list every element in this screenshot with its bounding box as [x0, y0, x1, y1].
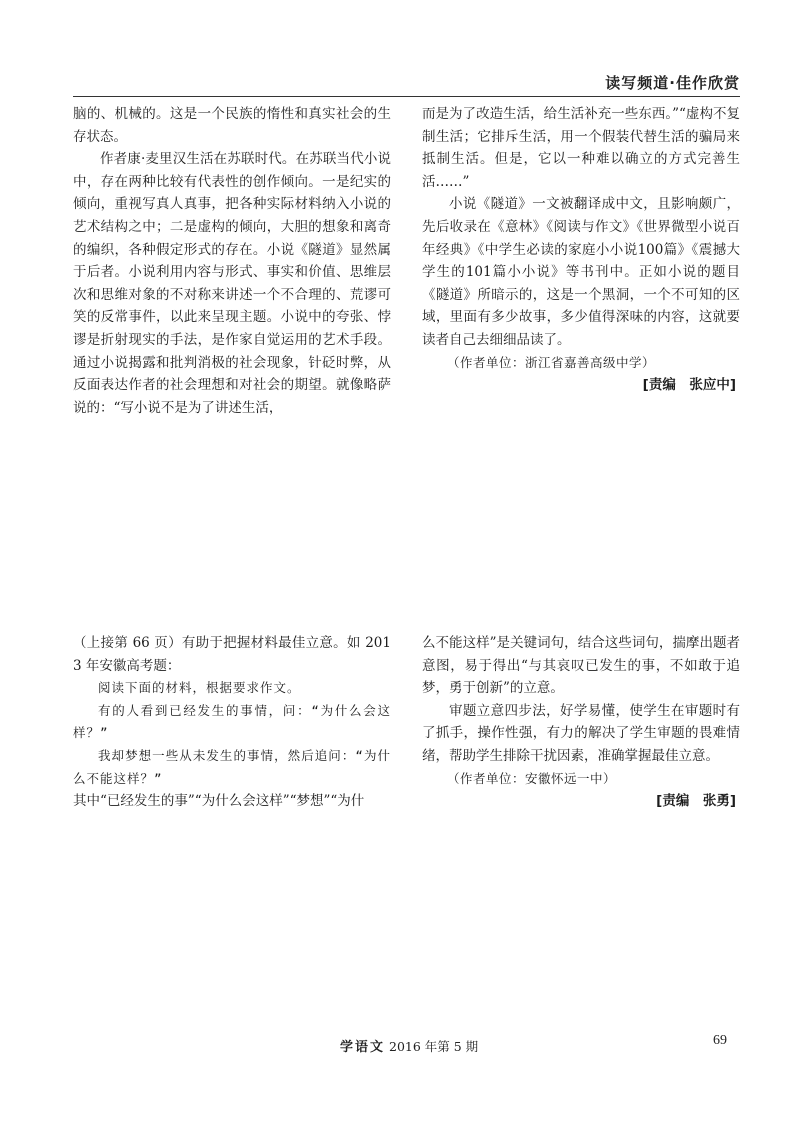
article-top-left-column [73, 103, 391, 419]
author-affiliation: （作者单位：安徽怀远一中） [447, 770, 617, 786]
article-bottom-right-column [422, 632, 740, 813]
page-header [73, 72, 740, 97]
page-number: 69 [713, 1033, 727, 1048]
paragraph: 么不能这样”是关键词句，结合这些词句，揣摩出题者意图，易于得出“与其哀叹已发生的事，不如敢于追梦，勇于创新”的立意。 [422, 635, 740, 697]
exam-quote: 我却梦想一些从未发生的事情，然后追问：“为什么不能这样？” [73, 747, 391, 786]
paragraph: 脑的、机械的。这是一个民族的惰性和真实社会的生存状态。 [73, 106, 391, 145]
paragraph: 而是为了改造生活，给生活补充一些东西。”“虚构不复制生活；它排斥生活，用一个假装代替生活的骗局来抵制生活。但是，它以一种难以确立的方式完善生活……” [422, 106, 740, 190]
magazine-name: 学语文 [340, 1040, 386, 1055]
paragraph: 作者康·麦里汉生活在苏联时代。在苏联当代小说中，存在两种比较有代表性的创作倾向。一是纪实的倾向，重视写真人真事，把各种实际材料纳入小说的艺术结构之中；二是虚构的倾向，大胆的想象和离奇的编织，各种假定形式的存在。小说《隧道》显然属于后者。小说利用内容与形式、事实和价值、思维层次和思维对象的不对称来讲述一个不合理的、荒谬可笑的反常事件，以此来呈现主题。小说中的夸张、悖谬是折射现实的手法，是作家自觉运用的艺术手段。通过小说揭露和批判消极的社会现象，针砭时弊，从反面表达作者的社会理想和对社会的期望。就像略萨说的：“写小说不是为了讲述生活， [73, 151, 391, 416]
section-title: 读写频道·佳作欣赏 [605, 74, 740, 92]
paragraph: 其中“已经发生的事”“为什么会这样”“梦想”“为什 [73, 793, 365, 810]
paragraph: 审题立意四步法，好学易懂，使学生在审题时有了抓手，操作性强，有力的解决了学生审题的畏难情绪，帮助学生排除干扰因素，准确掌握最佳立意。 [422, 702, 740, 764]
issue-label: 2016 年第 5 期 [389, 1039, 479, 1054]
paragraph: 小说《隧道》一文被翻译成中文，且影响颇广，先后收录在《意林》《阅读与作文》《世界微型小说百年经典》《中学生必读的家庭小小说100篇》《震撼大学生的101篇小小说》等书刊中。正如小说的题目《隧道》所暗示的，这是一个黑洞，一个不可知的区域，里面有多少故事，多少值得深味的内容，这就要读者自己去细细品读了。 [422, 196, 740, 348]
article-bottom-left-column [73, 632, 391, 813]
author-affiliation: （作者单位：浙江省嘉善高级中学） [447, 354, 656, 370]
editor-credit: [责编 张应中] [642, 377, 736, 394]
exam-quote: 阅读下面的材料，根据要求作文。 [98, 680, 301, 696]
article-top-right-column [422, 103, 740, 397]
paragraph: （上接第 66 页）有助于把握材料最佳立意。如 2013 年安徽高考题： [73, 635, 391, 674]
exam-quote: 有的人看到已经发生的事情，问：“为什么会这样？” [73, 702, 391, 741]
editor-credit: [责编 张勇] [656, 793, 736, 810]
footer-magazine [340, 1036, 478, 1055]
